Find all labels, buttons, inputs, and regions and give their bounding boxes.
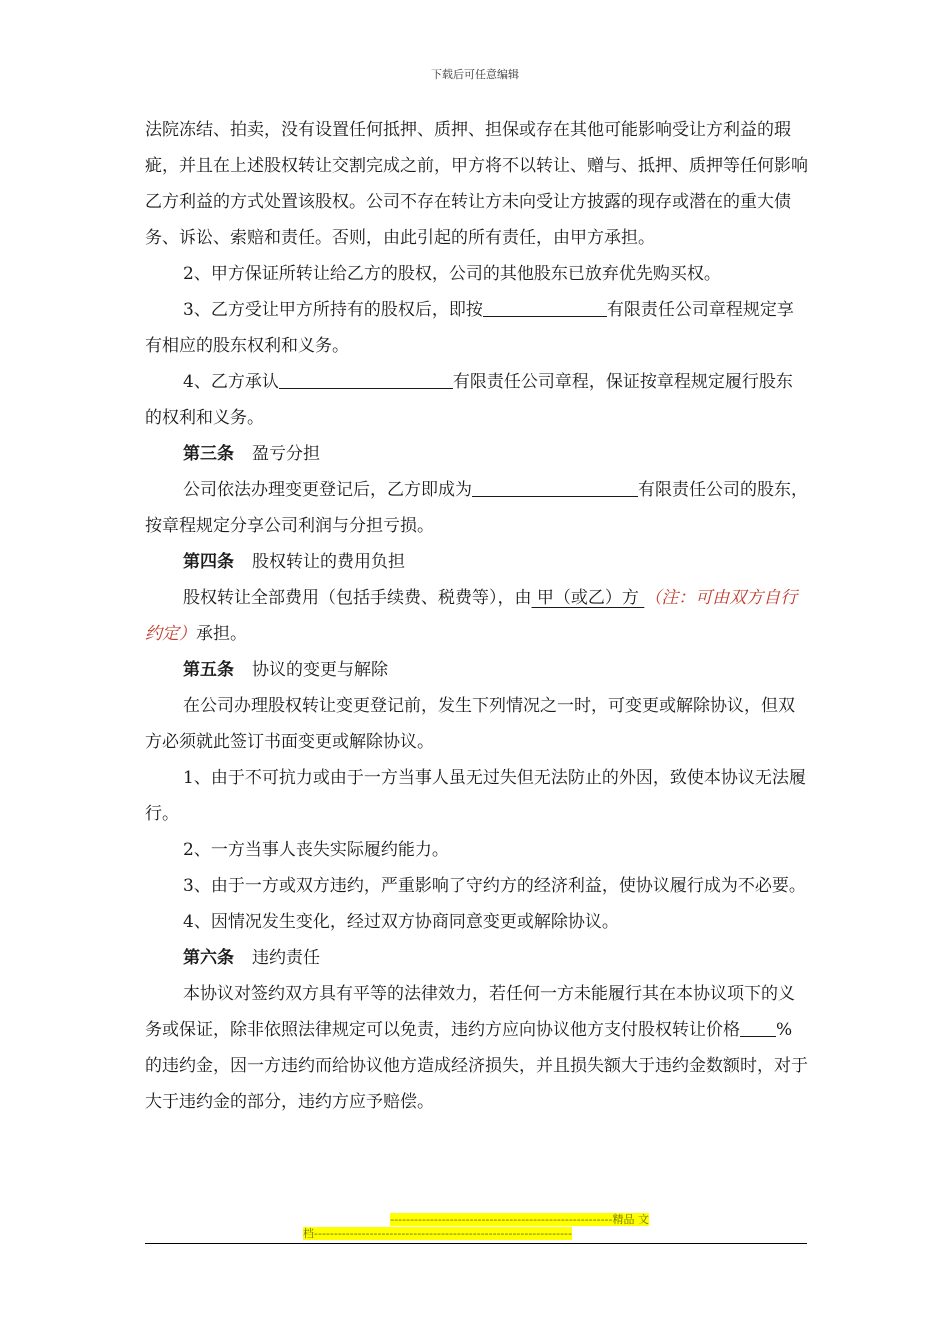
clause-3: 3、乙方受让甲方所持有的股权后，即按 有限责任公司章程规定享有相应的股东权利和义务。: [145, 300, 794, 356]
footer-divider: [145, 1243, 807, 1244]
footer-watermark: --------------------------------------------------------精品 文 档-----------------------------------------------------------------: [303, 1213, 649, 1240]
payer-party: 甲（或乙）方: [531, 588, 645, 608]
note-text: （注：可由双方自行约定）: [145, 588, 798, 644]
article-5-item-2: 2、一方当事人丧失实际履约能力。: [183, 840, 449, 860]
paragraph-warranty: 法院冻结、拍卖，没有设置任何抵押、质押、担保或存在其他可能影响受让方利益的瑕疵，并且在上述股权转让交割完成之前，甲方将不以转让、赠与、抵押、质押等任何影响乙方利益的方式处置该股权。公司不存在转让方未向受让方披露的现存或潜在的重大债务、诉讼、索赔和责任。否则，由此引起的所有责任，由甲方承担。: [145, 120, 808, 248]
article-4-body: 股权转让全部费用（包括手续费、税费等），由 甲（或乙）方 （注：可由双方自行约定）承担。: [145, 588, 798, 644]
blank-company-name[interactable]: [472, 478, 638, 497]
blank-penalty-percent[interactable]: [740, 1018, 776, 1037]
article-6-body: 本协议对签约双方具有平等的法律效力，若任何一方未能履行其在本协议项下的义务或保证，除非依照法律规定可以免责，违约方应向协议他方支付股权转让价格 %的违约金，因一方违约而给协议他方造成经济损失，并且损失额大于违约金数额时，对于大于违约金的部分，违约方应予赔偿。: [145, 984, 808, 1112]
article-5-item-3: 3、由于一方或双方违约，严重影响了守约方的经济利益，使协议履行成为不必要。: [183, 876, 806, 896]
page-header: 下载后可任意编辑: [431, 68, 519, 81]
article-5-item-1: 1、由于不可抗力或由于一方当事人虽无过失但无法防止的外因，致使本协议无法履行。: [145, 768, 806, 824]
blank-company-name[interactable]: [279, 370, 453, 389]
document-body: [145, 112, 809, 1120]
article-6-heading: 第六条 违约责任: [183, 948, 320, 968]
article-3-heading: 第三条 盈亏分担: [183, 444, 320, 464]
article-4-heading: 第四条 股权转让的费用负担: [183, 552, 405, 572]
blank-company-name[interactable]: [483, 298, 607, 317]
clause-4: 4、乙方承认 有限责任公司章程，保证按章程规定履行股东的权利和义务。: [145, 372, 793, 428]
article-3-body: 公司依法办理变更登记后，乙方即成为 有限责任公司的股东，按章程规定分享公司利润与分担亏损。: [145, 480, 808, 536]
article-5-item-4: 4、因情况发生变化，经过双方协商同意变更或解除协议。: [183, 912, 619, 932]
clause-2: 2、甲方保证所转让给乙方的股权，公司的其他股东已放弃优先购买权。: [183, 264, 721, 284]
article-5-body: 在公司办理股权转让变更登记前，发生下列情况之一时，可变更或解除协议，但双方必须就此签订书面变更或解除协议。: [145, 696, 795, 752]
article-5-heading: 第五条 协议的变更与解除: [183, 660, 388, 680]
